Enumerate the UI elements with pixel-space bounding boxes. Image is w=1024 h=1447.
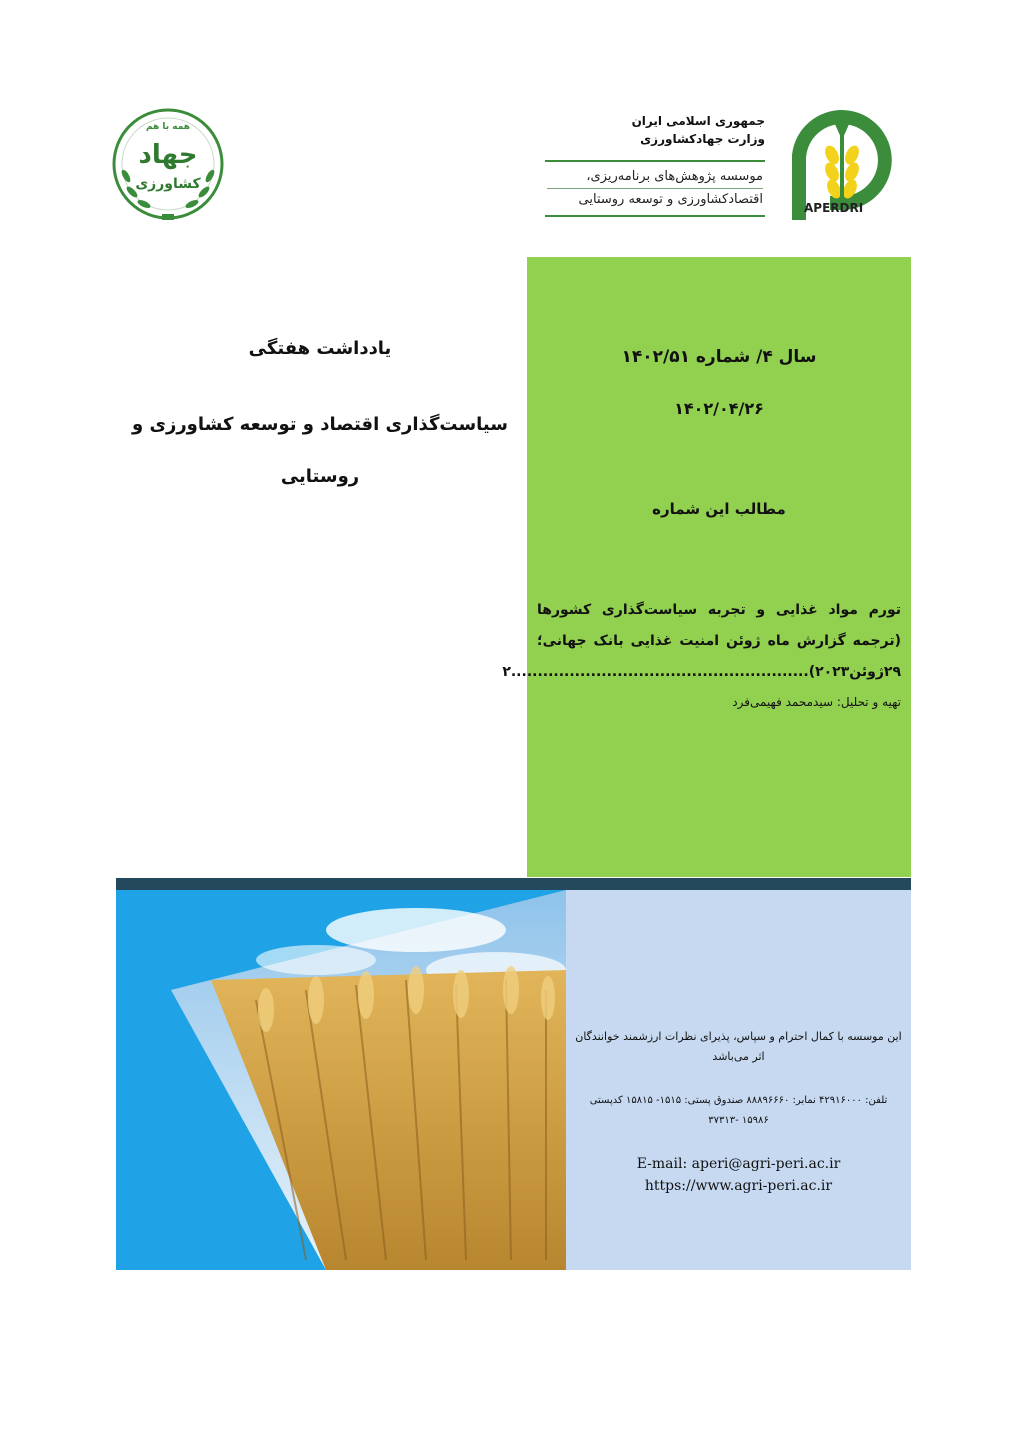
page-title: سیاست‌گذاری اقتصاد و توسعه کشاورزی و روستایی	[132, 414, 508, 487]
email-link[interactable]: E-mail: aperi@agri-peri.ac.ir	[636, 1156, 841, 1172]
logo-top-text: همه با هم	[145, 122, 191, 132]
toc-author: تهیه و تحلیل: سیدمحمد فهیمی‌فرد	[732, 695, 901, 709]
header-text-block	[545, 108, 765, 218]
contents-heading: مطالب این شماره	[652, 500, 786, 518]
bottom-band	[116, 890, 911, 1270]
contact-info	[566, 890, 911, 1270]
feedback-text-line2: اثر می‌باشد	[712, 1050, 765, 1063]
wheat-field-image	[116, 890, 566, 1270]
divider-bar	[116, 878, 911, 890]
ministry-name: وزارت جهادکشاورزی	[640, 132, 765, 146]
wheat-photo	[116, 890, 566, 1270]
jahad-keshavarzi-logo	[104, 104, 232, 228]
phone-text-line1: تلفن: ۴۲۹۱۶۰۰۰ نمابر: ۸۸۸۹۶۶۶۰ صندوق پستی: ۱۵۱۵- ۱۵۸۱۵ کدپستی	[589, 1095, 888, 1106]
aperdri-logo	[770, 100, 910, 230]
weekly-note-label: یادداشت هفتگی	[248, 338, 392, 359]
institute-name-line1: موسسه پژوهش‌های برنامه‌ریزی،	[586, 169, 763, 184]
logo-sub-text: کشاورزی	[135, 176, 201, 192]
feedback-text-line1: این موسسه با کمال احترام و سپاس، پذیرای نظرات ارزشمند خوانندگان	[575, 1030, 902, 1043]
issue-date: ۱۴۰۲/۰۴/۲۶	[674, 399, 764, 418]
issue-info-panel	[502, 257, 911, 877]
government-name: جمهوری اسلامی ایران	[631, 114, 765, 128]
website-link[interactable]: https://www.agri-peri.ac.ir	[644, 1178, 833, 1194]
aperdri-label: APERDRI	[804, 201, 864, 215]
logo-main-text: جهاد	[138, 140, 198, 170]
title-block	[120, 330, 520, 503]
phone-text-line2: ۱۵۹۸۶ -۳۷۳۱۳	[708, 1115, 769, 1126]
institute-name-line2: اقتصادکشاورزی و توسعه روستایی	[547, 188, 763, 211]
institute-name-box	[545, 160, 765, 217]
issue-number: سال ۴/ شماره ۱۴۰۲/۵۱	[621, 347, 817, 367]
toc-entry[interactable]: تورم مواد غذایی و تجربه سیاست‌گذاری کشورها (ترجمه گزارش ماه ژوئن امنیت غذایی بانک جهانی؛۲۹ژوئن۲۰۲۳)........................................................۲	[502, 602, 901, 680]
